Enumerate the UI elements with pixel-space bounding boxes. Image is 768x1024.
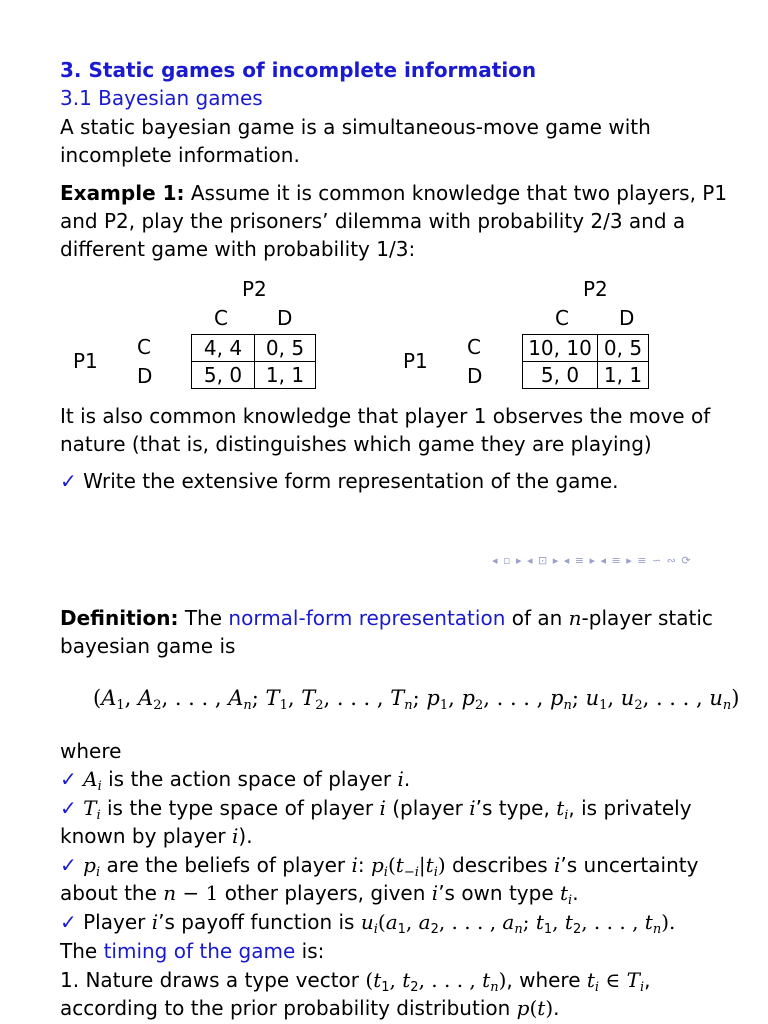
task-text: Write the extensive form representation of the game. [76, 469, 619, 493]
task-item [60, 467, 618, 495]
observe-line-1: It is also common knowledge that player 1 observes the move of [60, 404, 711, 428]
text-fragment: ’s payoff function is [158, 910, 361, 934]
col-action-label: C [214, 306, 228, 330]
checkmark-icon: ✓ [60, 469, 77, 493]
payoff-table [191, 334, 316, 389]
text-fragment: known by player [60, 824, 233, 848]
definition-line-2: bayesian game is [60, 634, 236, 658]
payoff-cell: 0, 5 [255, 335, 316, 362]
math-var: n [568, 606, 582, 630]
payoff-cell: 1, 1 [255, 362, 316, 389]
text-fragment: , where [506, 968, 587, 992]
text-fragment: The [178, 606, 229, 630]
timing-line [60, 937, 324, 965]
checkmark-icon: ✓ [60, 910, 77, 934]
example-label: Example 1: [60, 181, 185, 205]
list-item: ✓ $T_i$ is the type space of player i (player i’s type, $t_i$, is privately [60, 796, 692, 823]
section-heading [60, 56, 536, 84]
payoff-table [522, 334, 649, 389]
example-line-1 [60, 179, 727, 207]
list-item: ✓ $A_i$ is the action space of player i. [60, 767, 411, 794]
row-player-label: P1 [403, 349, 428, 373]
checkmark-icon: ✓ [60, 796, 77, 820]
text-fragment: of an [505, 606, 569, 630]
payoff-cell: 4, 4 [192, 335, 255, 362]
checkmark-icon: ✓ [60, 767, 77, 791]
intro-line-2: incomplete information. [60, 143, 300, 167]
row-action-label: C [467, 335, 481, 359]
list-item: ✓ Player i’s payoff function is $u_i(a_1$, $a_2$, . . . , $a_n$; $t_1$, $t_2$, . . . , $t_n$). [60, 910, 676, 937]
table-row [523, 335, 649, 362]
list-item-continuation: known by player i). [60, 824, 253, 848]
text-fragment: other players, given [218, 881, 432, 905]
payoff-cell: 5, 0 [192, 362, 255, 389]
text-fragment: . [553, 996, 560, 1020]
normal-form-link[interactable]: normal-form representation [228, 606, 506, 630]
payoff-cell: 0, 5 [598, 335, 649, 362]
text-fragment: is the action space of player [101, 767, 398, 791]
col-action-label: D [619, 306, 635, 330]
text-fragment: ’s uncertainty [560, 853, 699, 877]
example-line-2: and P2, play the prisoners’ dilemma with probability 2/3 and a [60, 209, 686, 233]
definition-line-1 [60, 604, 713, 632]
checkmark-icon: ✓ [60, 853, 77, 877]
section-title: Static games of incomplete information [88, 58, 537, 82]
col-action-label: C [555, 306, 569, 330]
beamer-navigation-bar[interactable]: ◂ ▫ ▸ ◂ ⊡ ▸ ◂ ≡ ▸ ◂ ≡ ▸ ≡ ∽ ∾ ⟳ [492, 554, 692, 567]
intro-line-1: A static bayesian game is a simultaneous-move game with [60, 115, 651, 139]
text-fragment: is: [295, 939, 325, 963]
payoff-cell: 10, 10 [523, 335, 598, 362]
section-number: 3. [60, 58, 82, 82]
definition-label: Definition: [60, 606, 179, 630]
text-fragment: ’s type, [475, 796, 557, 820]
step-1-line-1: 1. Nature draws a type vector ($t_1$, $t_2$, . . . , $t_n$), where $t_i$ ∈ $T_i$, [60, 968, 651, 995]
row-action-label: D [137, 364, 153, 388]
subsection-title: 3.1 Bayesian games [60, 86, 263, 110]
text-fragment: (player [385, 796, 470, 820]
col-player-label: P2 [242, 277, 267, 301]
example-line-3: different game with probability 1/3: [60, 237, 416, 261]
text-fragment: about the [60, 881, 164, 905]
text-fragment: , is privately [568, 796, 692, 820]
example-text: Assume it is common knowledge that two players, P1 [184, 181, 728, 205]
text-fragment: are the beliefs of player [100, 853, 352, 877]
text-fragment: is the type space of player [100, 796, 380, 820]
table-row [523, 362, 649, 389]
step-1-line-2: according to the prior probability distribution p(t). [60, 996, 560, 1020]
table-row [192, 362, 316, 389]
list-item-continuation: about the n − 1 other players, given i’s own type $t_i$. [60, 881, 579, 908]
col-player-label: P2 [583, 277, 608, 301]
payoff-cell: 1, 1 [598, 362, 649, 389]
normal-form-tuple: ($A_1$, $A_2$, . . . , $A_n$; $T_1$, $T_2$, . . . , $T_n$; $p_1$, $p_2$, . . . , $p_n$; $u_1$, $u_2$, . . . , $u_n$) [93, 686, 740, 713]
text-fragment: describes [445, 853, 555, 877]
row-action-label: C [137, 335, 151, 359]
row-player-label: P1 [73, 349, 98, 373]
observe-line-2: nature (that is, distinguishes which game they are playing) [60, 432, 652, 456]
timing-link[interactable]: timing of the game [103, 939, 296, 963]
text-fragment: according to the prior probability distribution [60, 996, 517, 1020]
text-fragment: The [60, 939, 104, 963]
row-action-label: D [467, 364, 483, 388]
text-fragment: -player static [581, 606, 713, 630]
list-item: ✓ $p_i$ are the beliefs of player i: $p_i(t_{-i}|t_i)$ describes i’s uncertainty [60, 853, 699, 880]
text-fragment: 1. Nature draws a type vector [60, 968, 366, 992]
payoff-cell: 5, 0 [523, 362, 598, 389]
text-fragment: Player [76, 910, 152, 934]
where-label: where [60, 739, 122, 763]
table-row [192, 335, 316, 362]
col-action-label: D [277, 306, 293, 330]
text-fragment: ’s own type [438, 881, 560, 905]
